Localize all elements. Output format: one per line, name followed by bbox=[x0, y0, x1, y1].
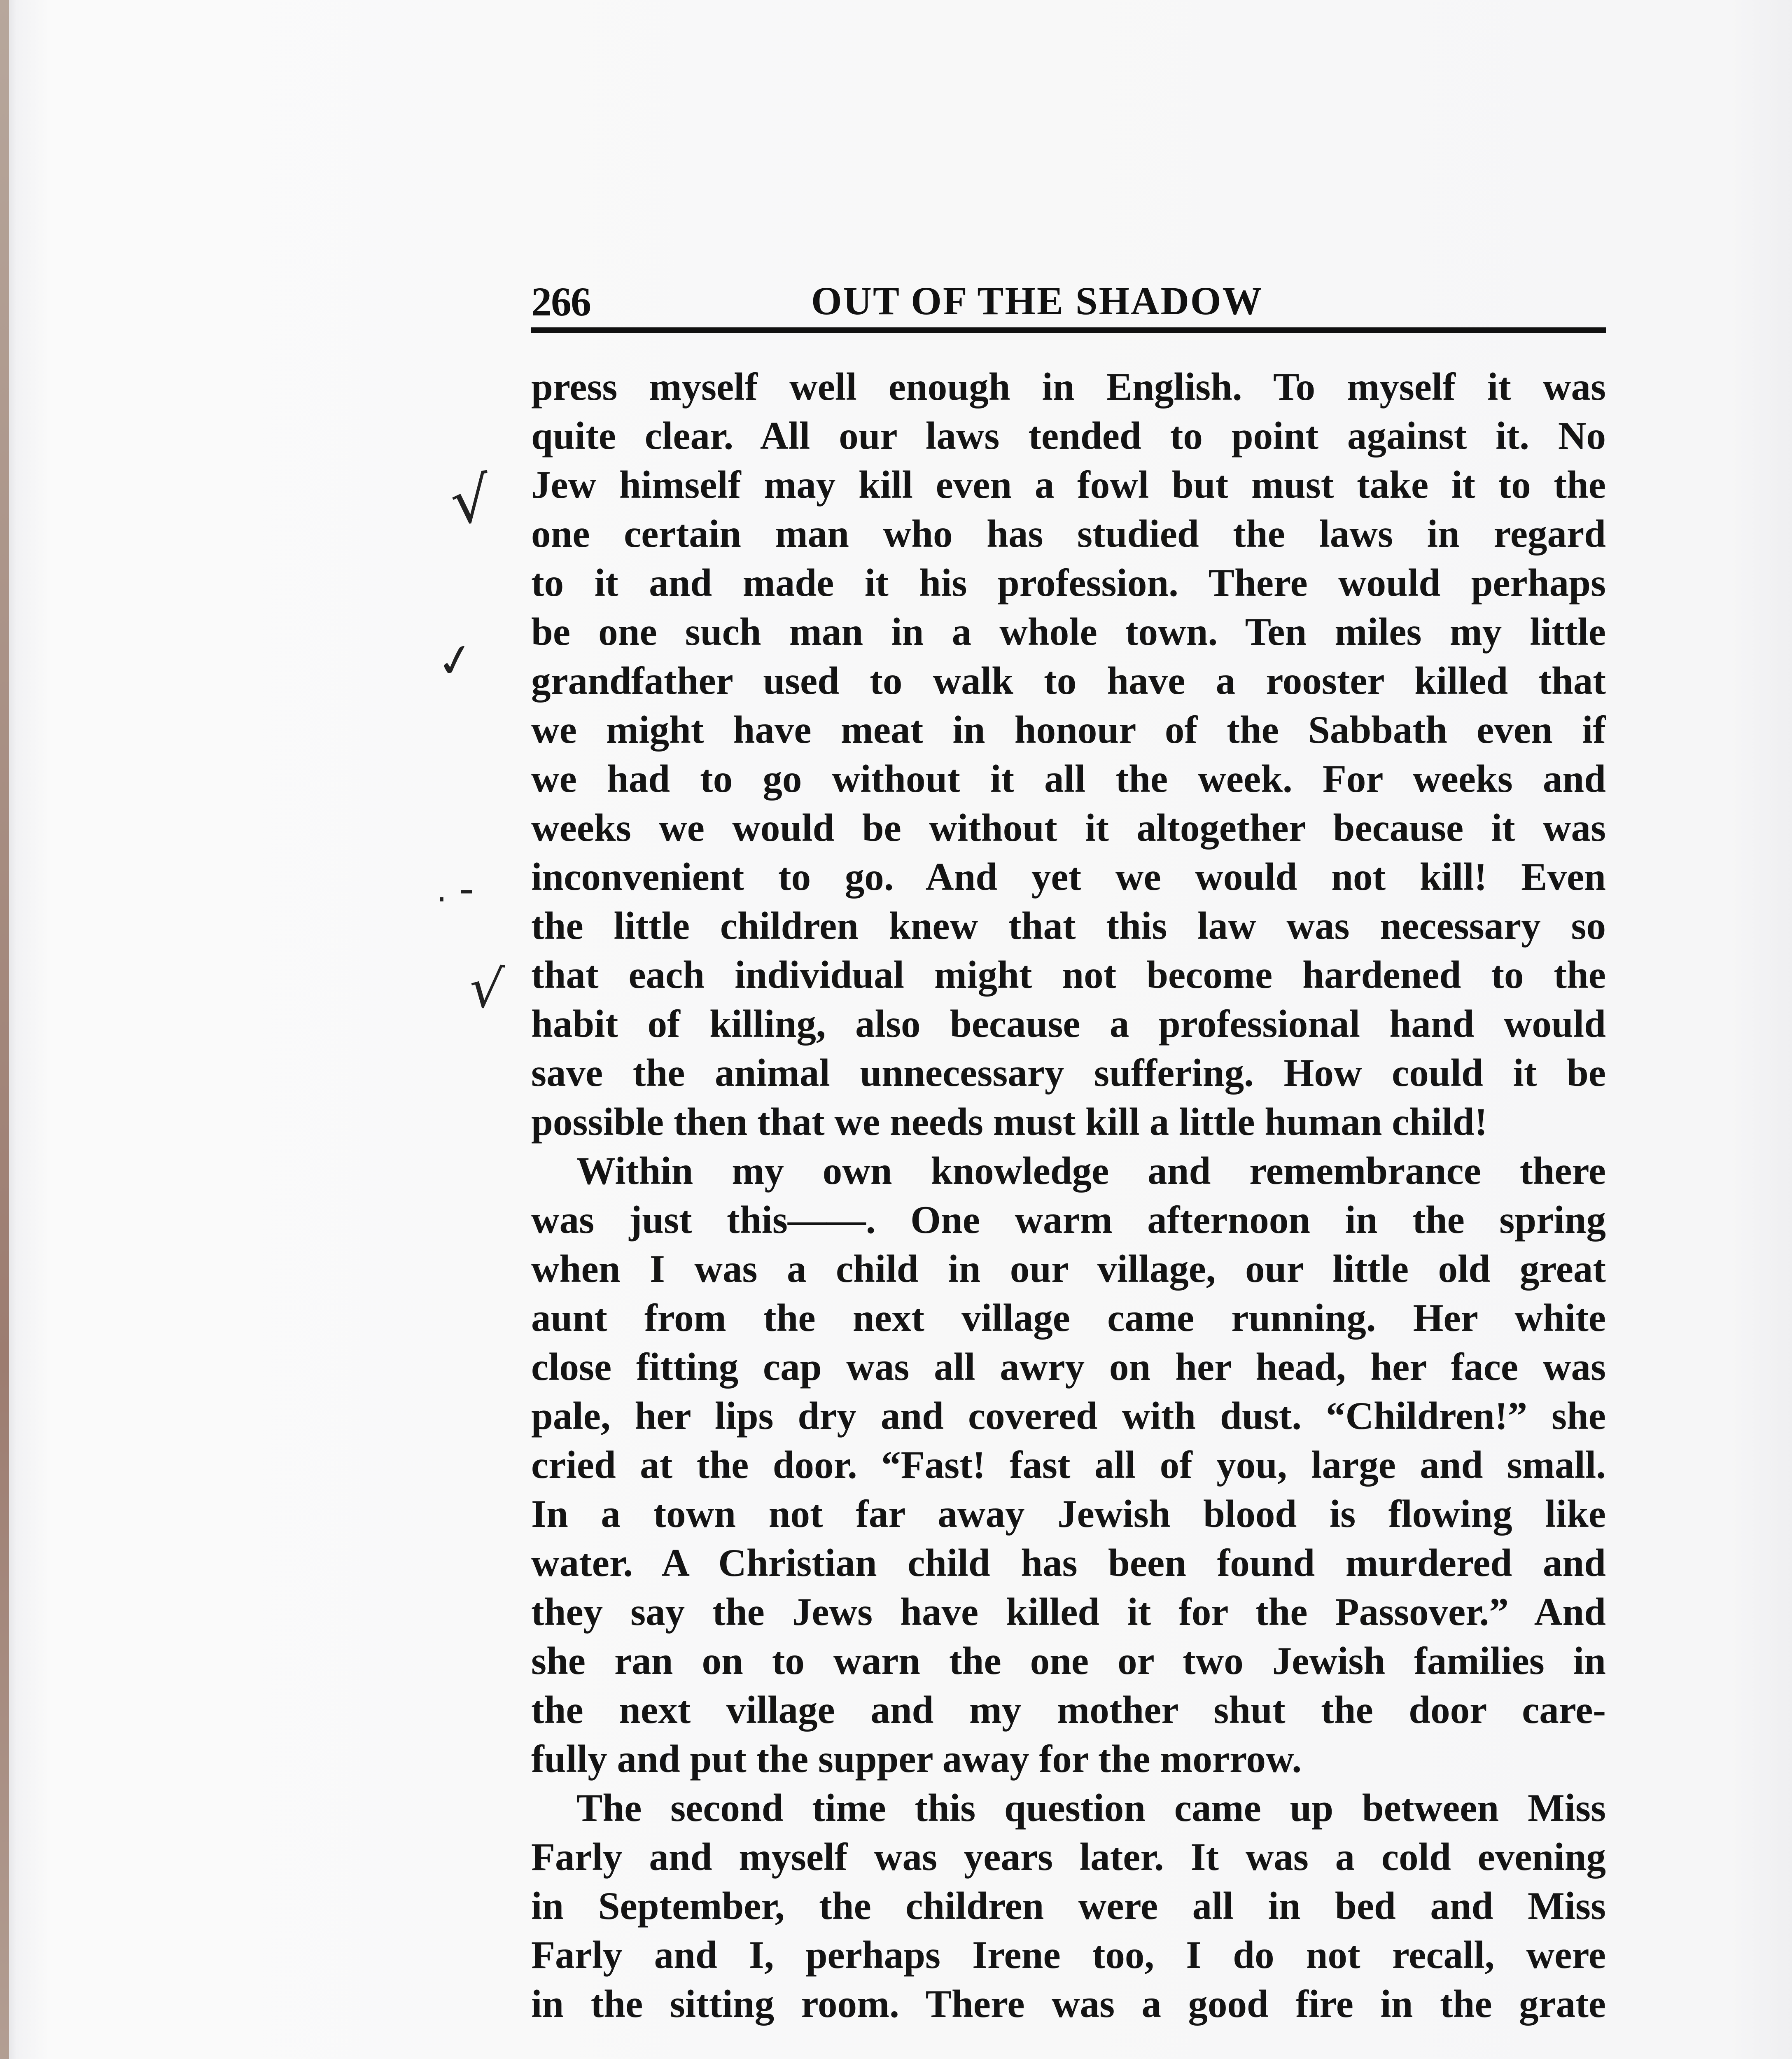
text-line: she ran on to warn the one or two Jewish families in bbox=[531, 1639, 1606, 1683]
text-line: cried at the door. “Fast! fast all of you, large and small. bbox=[531, 1443, 1606, 1487]
text-line: grandfather used to walk to have a rooster killed that bbox=[531, 659, 1606, 703]
text-line: In a town not far away Jewish blood is flowing like bbox=[531, 1492, 1606, 1536]
text-line: inconvenient to go. And yet we would not kill! Even bbox=[531, 855, 1606, 899]
text-line: Farly and myself was years later. It was a cold evening bbox=[531, 1835, 1606, 1879]
text-line: be one such man in a whole town. Ten miles my little bbox=[531, 610, 1606, 654]
body-text bbox=[531, 362, 1606, 2029]
text-line: quite clear. All our laws tended to point against it. No bbox=[531, 414, 1606, 458]
header-rule bbox=[531, 327, 1606, 333]
text-line: Farly and I, perhaps Irene too, I do not recall, were bbox=[531, 1933, 1606, 1977]
text-line: The second time this question came up between Miss bbox=[576, 1786, 1606, 1830]
text-line: we had to go without it all the week. For weeks and bbox=[531, 757, 1606, 801]
margin-dot-mark: . bbox=[436, 871, 447, 909]
text-line: when I was a child in our village, our little old great bbox=[531, 1247, 1606, 1291]
page-number: 266 bbox=[531, 279, 590, 324]
text-line: press myself well enough in English. To myself it was bbox=[531, 365, 1606, 409]
text-line: pale, her lips dry and covered with dust. “Children!” she bbox=[531, 1394, 1606, 1438]
text-line: fully and put the supper away for the morrow. bbox=[531, 1737, 1302, 1781]
page-edge-strip bbox=[0, 0, 9, 2059]
margin-check-mark: ✓ bbox=[432, 631, 479, 690]
text-line: the next village and my mother shut the door care- bbox=[531, 1688, 1606, 1732]
book-title: OUT OF THE SHADOW bbox=[811, 279, 1263, 323]
text-line: the little children knew that this law was necessary so bbox=[531, 904, 1606, 948]
text-line: to it and made it his profession. There would perhaps bbox=[531, 561, 1606, 605]
margin-check-mark: √ bbox=[447, 463, 494, 539]
margin-dash-mark: - bbox=[459, 865, 474, 913]
text-line: save the animal unnecessary suffering. How could it be bbox=[531, 1051, 1606, 1095]
text-line: was just this——. One warm afternoon in the spring bbox=[531, 1198, 1606, 1242]
text-line: one certain man who has studied the laws in regard bbox=[531, 512, 1606, 556]
text-line: that each individual might not become hardened to the bbox=[531, 953, 1606, 997]
text-line: weeks we would be without it altogether because it was bbox=[531, 806, 1606, 850]
text-line: habit of killing, also because a professional hand would bbox=[531, 1002, 1606, 1046]
text-line: aunt from the next village came running. Her white bbox=[531, 1296, 1606, 1340]
text-line: in September, the children were all in bed and Miss bbox=[531, 1884, 1606, 1928]
text-line: water. A Christian child has been found murdered and bbox=[531, 1541, 1606, 1585]
text-line: they say the Jews have killed it for the Passover.” And bbox=[531, 1590, 1606, 1634]
text-line: close fitting cap was all awry on her head, her face was bbox=[531, 1345, 1606, 1389]
running-head bbox=[531, 270, 1602, 331]
text-line: Within my own knowledge and remembrance there bbox=[576, 1149, 1606, 1193]
text-line: possible then that we needs must kill a little human child! bbox=[531, 1100, 1488, 1144]
text-line: Jew himself may kill even a fowl but must take it to the bbox=[531, 463, 1606, 507]
margin-check-mark: √ bbox=[467, 956, 506, 1021]
text-line: we might have meat in honour of the Sabbath even if bbox=[531, 708, 1606, 752]
text-line: in the sitting room. There was a good fire in the grate bbox=[531, 1982, 1606, 2026]
